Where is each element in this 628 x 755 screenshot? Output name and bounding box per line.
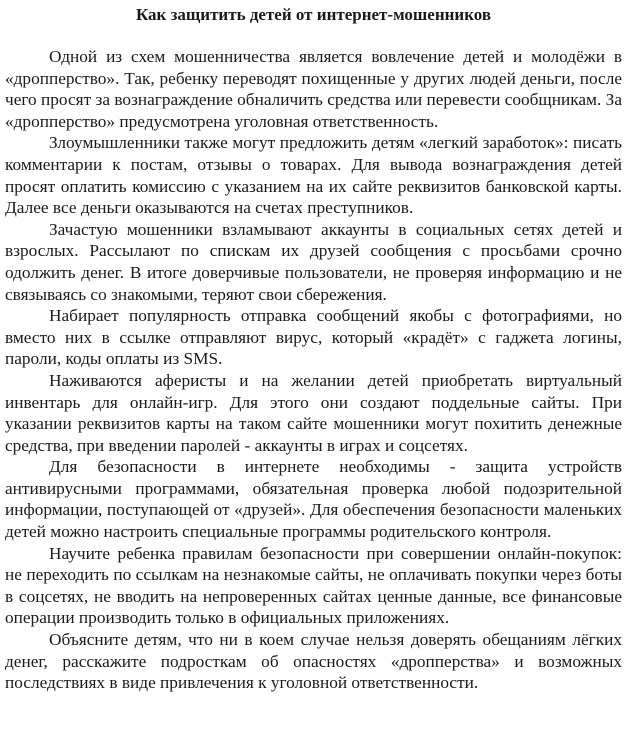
paragraph-3: Зачастую мошенники взламывают аккаунты в социальных сетях детей и взрослых. Рассылают по спискам их друзей сообщения с просьбами срочно одолжить денег. В итоге доверчивые пользователи, не проверяя информацию и не связываясь со знакомыми, теряют свои сбережения. <box>5 219 622 304</box>
paragraph-7: Научите ребенка правилам безопасности при совершении онлайн-покупок: не переходить по ссылкам на незнакомые сайты, не оплачивать покупки через боты в соцсетях, не вводить на непроверенных сайтах ценные данные, все финансовые операции производить только в официальных приложениях. <box>5 543 622 628</box>
document-title: Как защитить детей от интернет-мошенников <box>135 5 492 24</box>
paragraph-5: Наживаются аферисты и на желании детей приобретать виртуальный инвентарь для онлайн-игр. Для этого они создают поддельные сайты. При указании реквизитов карты на таком сайте мошенники могут похитить денежные средства, при введении паролей - аккаунты в играх и соцсетях. <box>5 370 622 455</box>
paragraph-6: Для безопасности в интернете необходимы - защита устройств антивирусными программами, обязательная проверка любой подозрительной информации, поступающей от «друзей». Для обеспечения безопасности маленьких детей можно настроить специальные программы родительского контроля. <box>5 457 622 542</box>
paragraph-4: Набирает популярность отправка сообщений якобы с фотографиями, но вместо них в ссылке отправляют вирус, который «крадёт» с гаджета логины, пароли, коды оплаты из SMS. <box>5 306 622 369</box>
paragraph-2: Злоумышленники также могут предложить детям «легкий заработок»: писать комментарии к постам, отзывы о товарах. Для вывода вознаграждения детей просят оплатить комиссию с указанием на их сайте реквизитов банковской карты. Далее все деньги оказываются на счетах преступников. <box>5 133 622 218</box>
paragraph-8: Объясните детям, что ни в коем случае нельзя доверять обещаниям лёгких денег, расскажите подросткам об опасностях «дропперства» и возможных последствиях в виде привлечения к уголовной ответственности. <box>5 630 622 693</box>
paragraph-1: Одной из схем мошенничества является вовлечение детей и молодёжи в «дропперство». Так, ребенку переводят похищенные у других людей деньги, после чего просят за вознаграждение обналичить средства или перевести сообщникам. За «дропперство» предусмотрена уголовная ответственность. <box>5 47 622 131</box>
